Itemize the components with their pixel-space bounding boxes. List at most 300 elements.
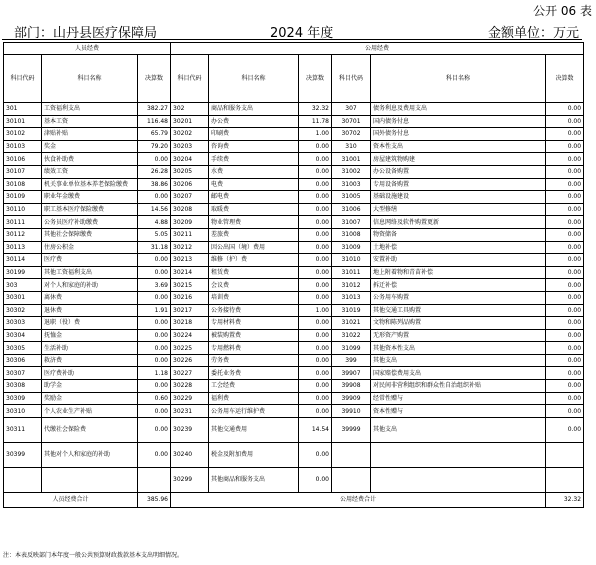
- code-cell: 30217: [171, 304, 209, 317]
- public-total-label: 公用经费合计: [171, 492, 546, 507]
- table-row: [4, 254, 584, 267]
- code-cell: 30216: [171, 291, 209, 304]
- footnote: 注：本表反映部门本年度一般公共预算财政拨款基本支出明细情况。: [3, 552, 184, 559]
- code-cell: 31099: [332, 342, 371, 355]
- amount-cell: 0.00: [138, 405, 171, 418]
- amount-cell: 116.48: [138, 115, 171, 128]
- code-cell: 30304: [4, 329, 42, 342]
- name-cell: 个人农业生产补贴: [42, 405, 138, 418]
- table-row: [4, 241, 584, 254]
- code-cell: 39910: [332, 405, 371, 418]
- code-cell: 30226: [171, 354, 209, 367]
- header-code: 科目代码: [4, 55, 42, 103]
- amount-cell: 0.00: [546, 228, 584, 241]
- amount-cell: 1.91: [138, 304, 171, 317]
- amount-cell: 0.00: [299, 216, 332, 229]
- name-cell: 对个人和家庭的补助: [42, 279, 138, 292]
- table-row: [4, 279, 584, 292]
- code-cell: 30301: [4, 291, 42, 304]
- code-cell: 30228: [171, 380, 209, 393]
- amount-cell: 0.00: [299, 367, 332, 380]
- code-cell: 30224: [171, 329, 209, 342]
- amount-cell: 0.00: [546, 203, 584, 216]
- name-cell: 地上附着物和青苗补偿: [371, 266, 546, 279]
- name-cell: 其他支出: [371, 417, 546, 442]
- table-row: [4, 165, 584, 178]
- name-cell: 手续费: [209, 153, 299, 166]
- code-cell: 31012: [332, 279, 371, 292]
- amount-cell: 0.00: [546, 115, 584, 128]
- amount-cell: 0.00: [138, 254, 171, 267]
- code-cell: 30102: [4, 128, 42, 141]
- table-row: [4, 380, 584, 393]
- code-cell: 30305: [4, 342, 42, 355]
- amount-cell: 0.00: [299, 241, 332, 254]
- name-cell: 助学金: [42, 380, 138, 393]
- amount-cell: 382.27: [138, 103, 171, 116]
- code-cell: 31006: [332, 203, 371, 216]
- name-cell: 工资福利支出: [42, 103, 138, 116]
- code-cell: 310: [332, 140, 371, 153]
- code-cell: 30311: [4, 417, 42, 442]
- code-cell: 30227: [171, 367, 209, 380]
- header-amount: 决算数: [546, 55, 584, 103]
- table-row: [4, 140, 584, 153]
- code-cell: 30399: [4, 442, 42, 467]
- name-cell: 安置补助: [371, 254, 546, 267]
- name-cell: 其他社会保障缴费: [42, 228, 138, 241]
- name-cell: 其他商品和服务支出: [209, 467, 299, 492]
- amount-cell: 0.00: [546, 329, 584, 342]
- code-cell: 30701: [332, 115, 371, 128]
- amount-cell: 0.00: [299, 254, 332, 267]
- name-cell: 抚恤金: [42, 329, 138, 342]
- header-amount: 决算数: [138, 55, 171, 103]
- name-cell: 工会经费: [209, 380, 299, 393]
- amount-cell: 0.00: [546, 103, 584, 116]
- code-cell: 31007: [332, 216, 371, 229]
- amount-cell: 0.00: [138, 442, 171, 467]
- table-row: [4, 354, 584, 367]
- code-cell: 31022: [332, 329, 371, 342]
- table-row: [4, 417, 584, 442]
- amount-cell: 0.00: [299, 405, 332, 418]
- code-cell: 30201: [171, 115, 209, 128]
- name-cell: 维修（护）费: [209, 254, 299, 267]
- amount-cell: 0.00: [299, 279, 332, 292]
- table-row: [4, 203, 584, 216]
- name-cell: 机关事业单位基本养老保险缴费: [42, 178, 138, 191]
- name-cell: 国外债务付息: [371, 128, 546, 141]
- table-row: [4, 304, 584, 317]
- amount-cell: 0.00: [546, 279, 584, 292]
- code-cell: 30111: [4, 216, 42, 229]
- table-row: [4, 405, 584, 418]
- name-cell: 大型修缮: [371, 203, 546, 216]
- amount-cell: 14.56: [138, 203, 171, 216]
- public-section-header: 公用经费: [171, 43, 584, 55]
- name-cell: [371, 467, 546, 492]
- amount-cell: 0.00: [546, 266, 584, 279]
- name-cell: 基础设施建设: [371, 191, 546, 204]
- name-cell: 咨询费: [209, 140, 299, 153]
- code-cell: 30309: [4, 392, 42, 405]
- amount-cell: 0.00: [299, 392, 332, 405]
- header-name: 科目名称: [371, 55, 546, 103]
- code-cell: 30207: [171, 191, 209, 204]
- amount-cell: 0.00: [546, 178, 584, 191]
- amount-cell: 0.00: [546, 254, 584, 267]
- name-cell: 公务员医疗补助缴费: [42, 216, 138, 229]
- amount-cell: 31.18: [138, 241, 171, 254]
- code-cell: 30199: [4, 266, 42, 279]
- department-label: 部门：山丹县医疗保障局: [14, 26, 158, 41]
- name-cell: 无形资产购置: [371, 329, 546, 342]
- name-cell: 物业管理费: [209, 216, 299, 229]
- amount-cell: 0.00: [546, 304, 584, 317]
- name-cell: [42, 467, 138, 492]
- table-code: 公开 06 表: [533, 4, 592, 18]
- code-cell: 30202: [171, 128, 209, 141]
- name-cell: 土地补偿: [371, 241, 546, 254]
- expenditure-table: [3, 42, 584, 508]
- name-cell: [371, 442, 546, 467]
- name-cell: 住房公积金: [42, 241, 138, 254]
- name-cell: 对民间非营利组织和群众性自治组织补贴: [371, 380, 546, 393]
- code-cell: 31001: [332, 153, 371, 166]
- amount-cell: 0.60: [138, 392, 171, 405]
- name-cell: 信息网络及软件购置更新: [371, 216, 546, 229]
- amount-cell: 0.00: [299, 140, 332, 153]
- table-row: [4, 317, 584, 330]
- amount-cell: 0.00: [299, 153, 332, 166]
- name-cell: 资本性支出: [371, 140, 546, 153]
- name-cell: 其他对个人和家庭的补助: [42, 442, 138, 467]
- amount-cell: 0.00: [299, 380, 332, 393]
- code-cell: 30299: [171, 467, 209, 492]
- code-cell: 30214: [171, 266, 209, 279]
- code-cell: 30215: [171, 279, 209, 292]
- code-cell: 31005: [332, 191, 371, 204]
- amount-cell: [138, 467, 171, 492]
- code-cell: 31002: [332, 165, 371, 178]
- table-row: [4, 266, 584, 279]
- amount-cell: 0.00: [299, 203, 332, 216]
- amount-cell: 0.00: [299, 342, 332, 355]
- amount-cell: 0.00: [546, 291, 584, 304]
- amount-cell: 0.00: [546, 317, 584, 330]
- code-cell: 31010: [332, 254, 371, 267]
- name-cell: 债务利息及费用支出: [371, 103, 546, 116]
- amount-cell: 0.00: [299, 291, 332, 304]
- code-cell: 30213: [171, 254, 209, 267]
- name-cell: 医疗费: [42, 254, 138, 267]
- table-row: [4, 367, 584, 380]
- name-cell: 水费: [209, 165, 299, 178]
- table-row: [4, 392, 584, 405]
- amount-cell: 38.86: [138, 178, 171, 191]
- amount-cell: 0.00: [546, 380, 584, 393]
- name-cell: 津贴补贴: [42, 128, 138, 141]
- amount-cell: 11.78: [299, 115, 332, 128]
- amount-cell: 0.00: [299, 178, 332, 191]
- name-cell: 被装购置费: [209, 329, 299, 342]
- name-cell: 代缴社会保险费: [42, 417, 138, 442]
- name-cell: 绩效工资: [42, 165, 138, 178]
- name-cell: 专用燃料费: [209, 342, 299, 355]
- code-cell: 30208: [171, 203, 209, 216]
- name-cell: 医疗费补助: [42, 367, 138, 380]
- amount-cell: 0.00: [299, 354, 332, 367]
- code-cell: 30229: [171, 392, 209, 405]
- code-cell: 30108: [4, 178, 42, 191]
- code-cell: 302: [171, 103, 209, 116]
- code-cell: 30306: [4, 354, 42, 367]
- code-cell: 30303: [4, 317, 42, 330]
- code-cell: [332, 467, 371, 492]
- name-cell: 国家赔偿费用支出: [371, 367, 546, 380]
- amount-cell: 0.00: [299, 329, 332, 342]
- name-cell: 因公出国（境）费用: [209, 241, 299, 254]
- amount-cell: 0.00: [546, 153, 584, 166]
- table-row: [4, 329, 584, 342]
- name-cell: 拆迁补偿: [371, 279, 546, 292]
- public-total-value: 32.32: [546, 492, 584, 507]
- table-row: [4, 153, 584, 166]
- code-cell: 399: [332, 354, 371, 367]
- code-cell: 31019: [332, 304, 371, 317]
- code-cell: 307: [332, 103, 371, 116]
- name-cell: 职业年金缴费: [42, 191, 138, 204]
- name-cell: 资本性赠与: [371, 405, 546, 418]
- amount-cell: 0.00: [299, 228, 332, 241]
- amount-cell: 0.00: [546, 392, 584, 405]
- amount-cell: 0.00: [546, 342, 584, 355]
- code-cell: 30209: [171, 216, 209, 229]
- code-cell: 30106: [4, 153, 42, 166]
- amount-cell: 0.00: [138, 329, 171, 342]
- amount-cell: [546, 467, 584, 492]
- table-row: [4, 216, 584, 229]
- name-cell: 救济费: [42, 354, 138, 367]
- code-cell: 30205: [171, 165, 209, 178]
- code-cell: 30240: [171, 442, 209, 467]
- amount-cell: 0.00: [546, 128, 584, 141]
- name-cell: 奖金: [42, 140, 138, 153]
- code-cell: 39908: [332, 380, 371, 393]
- code-cell: 30302: [4, 304, 42, 317]
- amount-cell: 1.00: [299, 304, 332, 317]
- code-cell: [4, 467, 42, 492]
- code-cell: 39907: [332, 367, 371, 380]
- code-cell: 30225: [171, 342, 209, 355]
- amount-cell: 0.00: [546, 354, 584, 367]
- amount-cell: 0.00: [138, 153, 171, 166]
- name-cell: 商品和服务支出: [209, 103, 299, 116]
- name-cell: 会议费: [209, 279, 299, 292]
- amount-cell: [546, 442, 584, 467]
- name-cell: 印刷费: [209, 128, 299, 141]
- name-cell: 其他交通工具购置: [371, 304, 546, 317]
- header-name: 科目名称: [209, 55, 299, 103]
- name-cell: 其他交通费用: [209, 417, 299, 442]
- amount-cell: 0.00: [546, 140, 584, 153]
- name-cell: 邮电费: [209, 191, 299, 204]
- name-cell: 差旅费: [209, 228, 299, 241]
- table-row: [4, 128, 584, 141]
- name-cell: 税金及附加费用: [209, 442, 299, 467]
- name-cell: 经常性赠与: [371, 392, 546, 405]
- code-cell: 30702: [332, 128, 371, 141]
- code-cell: 39909: [332, 392, 371, 405]
- name-cell: 其他支出: [371, 354, 546, 367]
- amount-cell: 0.00: [546, 165, 584, 178]
- amount-cell: 0.00: [138, 354, 171, 367]
- header-code: 科目代码: [171, 55, 209, 103]
- amount-cell: 0.00: [299, 191, 332, 204]
- amount-cell: 5.05: [138, 228, 171, 241]
- header-name: 科目名称: [42, 55, 138, 103]
- personnel-total-label: 人员经费合计: [4, 492, 138, 507]
- name-cell: 生活补助: [42, 342, 138, 355]
- amount-cell: 79.20: [138, 140, 171, 153]
- table-row: [4, 115, 584, 128]
- amount-cell: 0.00: [138, 291, 171, 304]
- table-row: [4, 191, 584, 204]
- amount-cell: 0.00: [138, 266, 171, 279]
- code-cell: 30114: [4, 254, 42, 267]
- name-cell: 公务用车运行维护费: [209, 405, 299, 418]
- name-cell: 办公设备购置: [371, 165, 546, 178]
- name-cell: 离休费: [42, 291, 138, 304]
- code-cell: 30110: [4, 203, 42, 216]
- totals-row: [4, 492, 584, 507]
- name-cell: 办公费: [209, 115, 299, 128]
- name-cell: 房屋建筑物购建: [371, 153, 546, 166]
- name-cell: 其他资本性支出: [371, 342, 546, 355]
- amount-cell: 4.88: [138, 216, 171, 229]
- code-cell: 30107: [4, 165, 42, 178]
- code-cell: 30203: [171, 140, 209, 153]
- name-cell: 职工基本医疗保险缴费: [42, 203, 138, 216]
- code-cell: 30239: [171, 417, 209, 442]
- name-cell: 国内债务付息: [371, 115, 546, 128]
- amount-cell: 0.00: [299, 317, 332, 330]
- table-row: [4, 467, 584, 492]
- code-cell: 30310: [4, 405, 42, 418]
- table-row: [4, 442, 584, 467]
- table-row: [4, 103, 584, 116]
- code-cell: 31013: [332, 291, 371, 304]
- name-cell: 退休费: [42, 304, 138, 317]
- amount-cell: 0.00: [138, 191, 171, 204]
- amount-cell: 1.00: [299, 128, 332, 141]
- amount-cell: 0.00: [546, 241, 584, 254]
- code-cell: 30308: [4, 380, 42, 393]
- code-cell: 30307: [4, 367, 42, 380]
- table-row: [4, 291, 584, 304]
- personnel-total-value: 385.96: [138, 492, 171, 507]
- header-code: 科目代码: [332, 55, 371, 103]
- name-cell: 其他工资福利支出: [42, 266, 138, 279]
- code-cell: 30206: [171, 178, 209, 191]
- code-cell: 30212: [171, 241, 209, 254]
- amount-cell: 0.00: [138, 417, 171, 442]
- amount-cell: 0.00: [138, 317, 171, 330]
- name-cell: 伙食补助费: [42, 153, 138, 166]
- code-cell: 303: [4, 279, 42, 292]
- code-cell: 30204: [171, 153, 209, 166]
- name-cell: 奖励金: [42, 392, 138, 405]
- code-cell: 30211: [171, 228, 209, 241]
- table-row: [4, 342, 584, 355]
- amount-cell: 0.00: [546, 405, 584, 418]
- amount-cell: 26.28: [138, 165, 171, 178]
- amount-cell: 0.00: [138, 380, 171, 393]
- code-cell: 39999: [332, 417, 371, 442]
- code-cell: 30113: [4, 241, 42, 254]
- amount-cell: 65.79: [138, 128, 171, 141]
- code-cell: 31003: [332, 178, 371, 191]
- amount-cell: 14.54: [299, 417, 332, 442]
- amount-cell: 1.18: [138, 367, 171, 380]
- code-cell: 31009: [332, 241, 371, 254]
- amount-cell: 0.00: [138, 342, 171, 355]
- amount-cell: 0.00: [546, 191, 584, 204]
- code-cell: 31011: [332, 266, 371, 279]
- code-cell: 30103: [4, 140, 42, 153]
- code-cell: 301: [4, 103, 42, 116]
- amount-cell: 0.00: [299, 467, 332, 492]
- amount-cell: 0.00: [546, 216, 584, 229]
- year-label: 2024 年度: [270, 26, 334, 41]
- code-cell: 31008: [332, 228, 371, 241]
- name-cell: 物资储备: [371, 228, 546, 241]
- name-cell: 公务接待费: [209, 304, 299, 317]
- table-row: [4, 178, 584, 191]
- name-cell: 电费: [209, 178, 299, 191]
- amount-cell: 0.00: [546, 417, 584, 442]
- unit-label: 金额单位：万元: [487, 26, 579, 41]
- amount-cell: 0.00: [546, 367, 584, 380]
- code-cell: 30101: [4, 115, 42, 128]
- amount-cell: 0.00: [299, 266, 332, 279]
- name-cell: 专用材料费: [209, 317, 299, 330]
- name-cell: 租赁费: [209, 266, 299, 279]
- table-row: [4, 228, 584, 241]
- amount-cell: 32.32: [299, 103, 332, 116]
- code-cell: [332, 442, 371, 467]
- code-cell: 30231: [171, 405, 209, 418]
- name-cell: 专用设备购置: [371, 178, 546, 191]
- name-cell: 公务用车购置: [371, 291, 546, 304]
- amount-cell: 0.00: [299, 442, 332, 467]
- personnel-section-header: 人员经费: [4, 43, 171, 55]
- name-cell: 培训费: [209, 291, 299, 304]
- amount-cell: 0.00: [299, 165, 332, 178]
- header-amount: 决算数: [299, 55, 332, 103]
- name-cell: 劳务费: [209, 354, 299, 367]
- name-cell: 福利费: [209, 392, 299, 405]
- name-cell: 委托业务费: [209, 367, 299, 380]
- code-cell: 30218: [171, 317, 209, 330]
- code-cell: 31021: [332, 317, 371, 330]
- name-cell: 文物和陈列品购置: [371, 317, 546, 330]
- code-cell: 30112: [4, 228, 42, 241]
- title-bar: [2, 21, 582, 40]
- name-cell: 基本工资: [42, 115, 138, 128]
- name-cell: 退职（役）费: [42, 317, 138, 330]
